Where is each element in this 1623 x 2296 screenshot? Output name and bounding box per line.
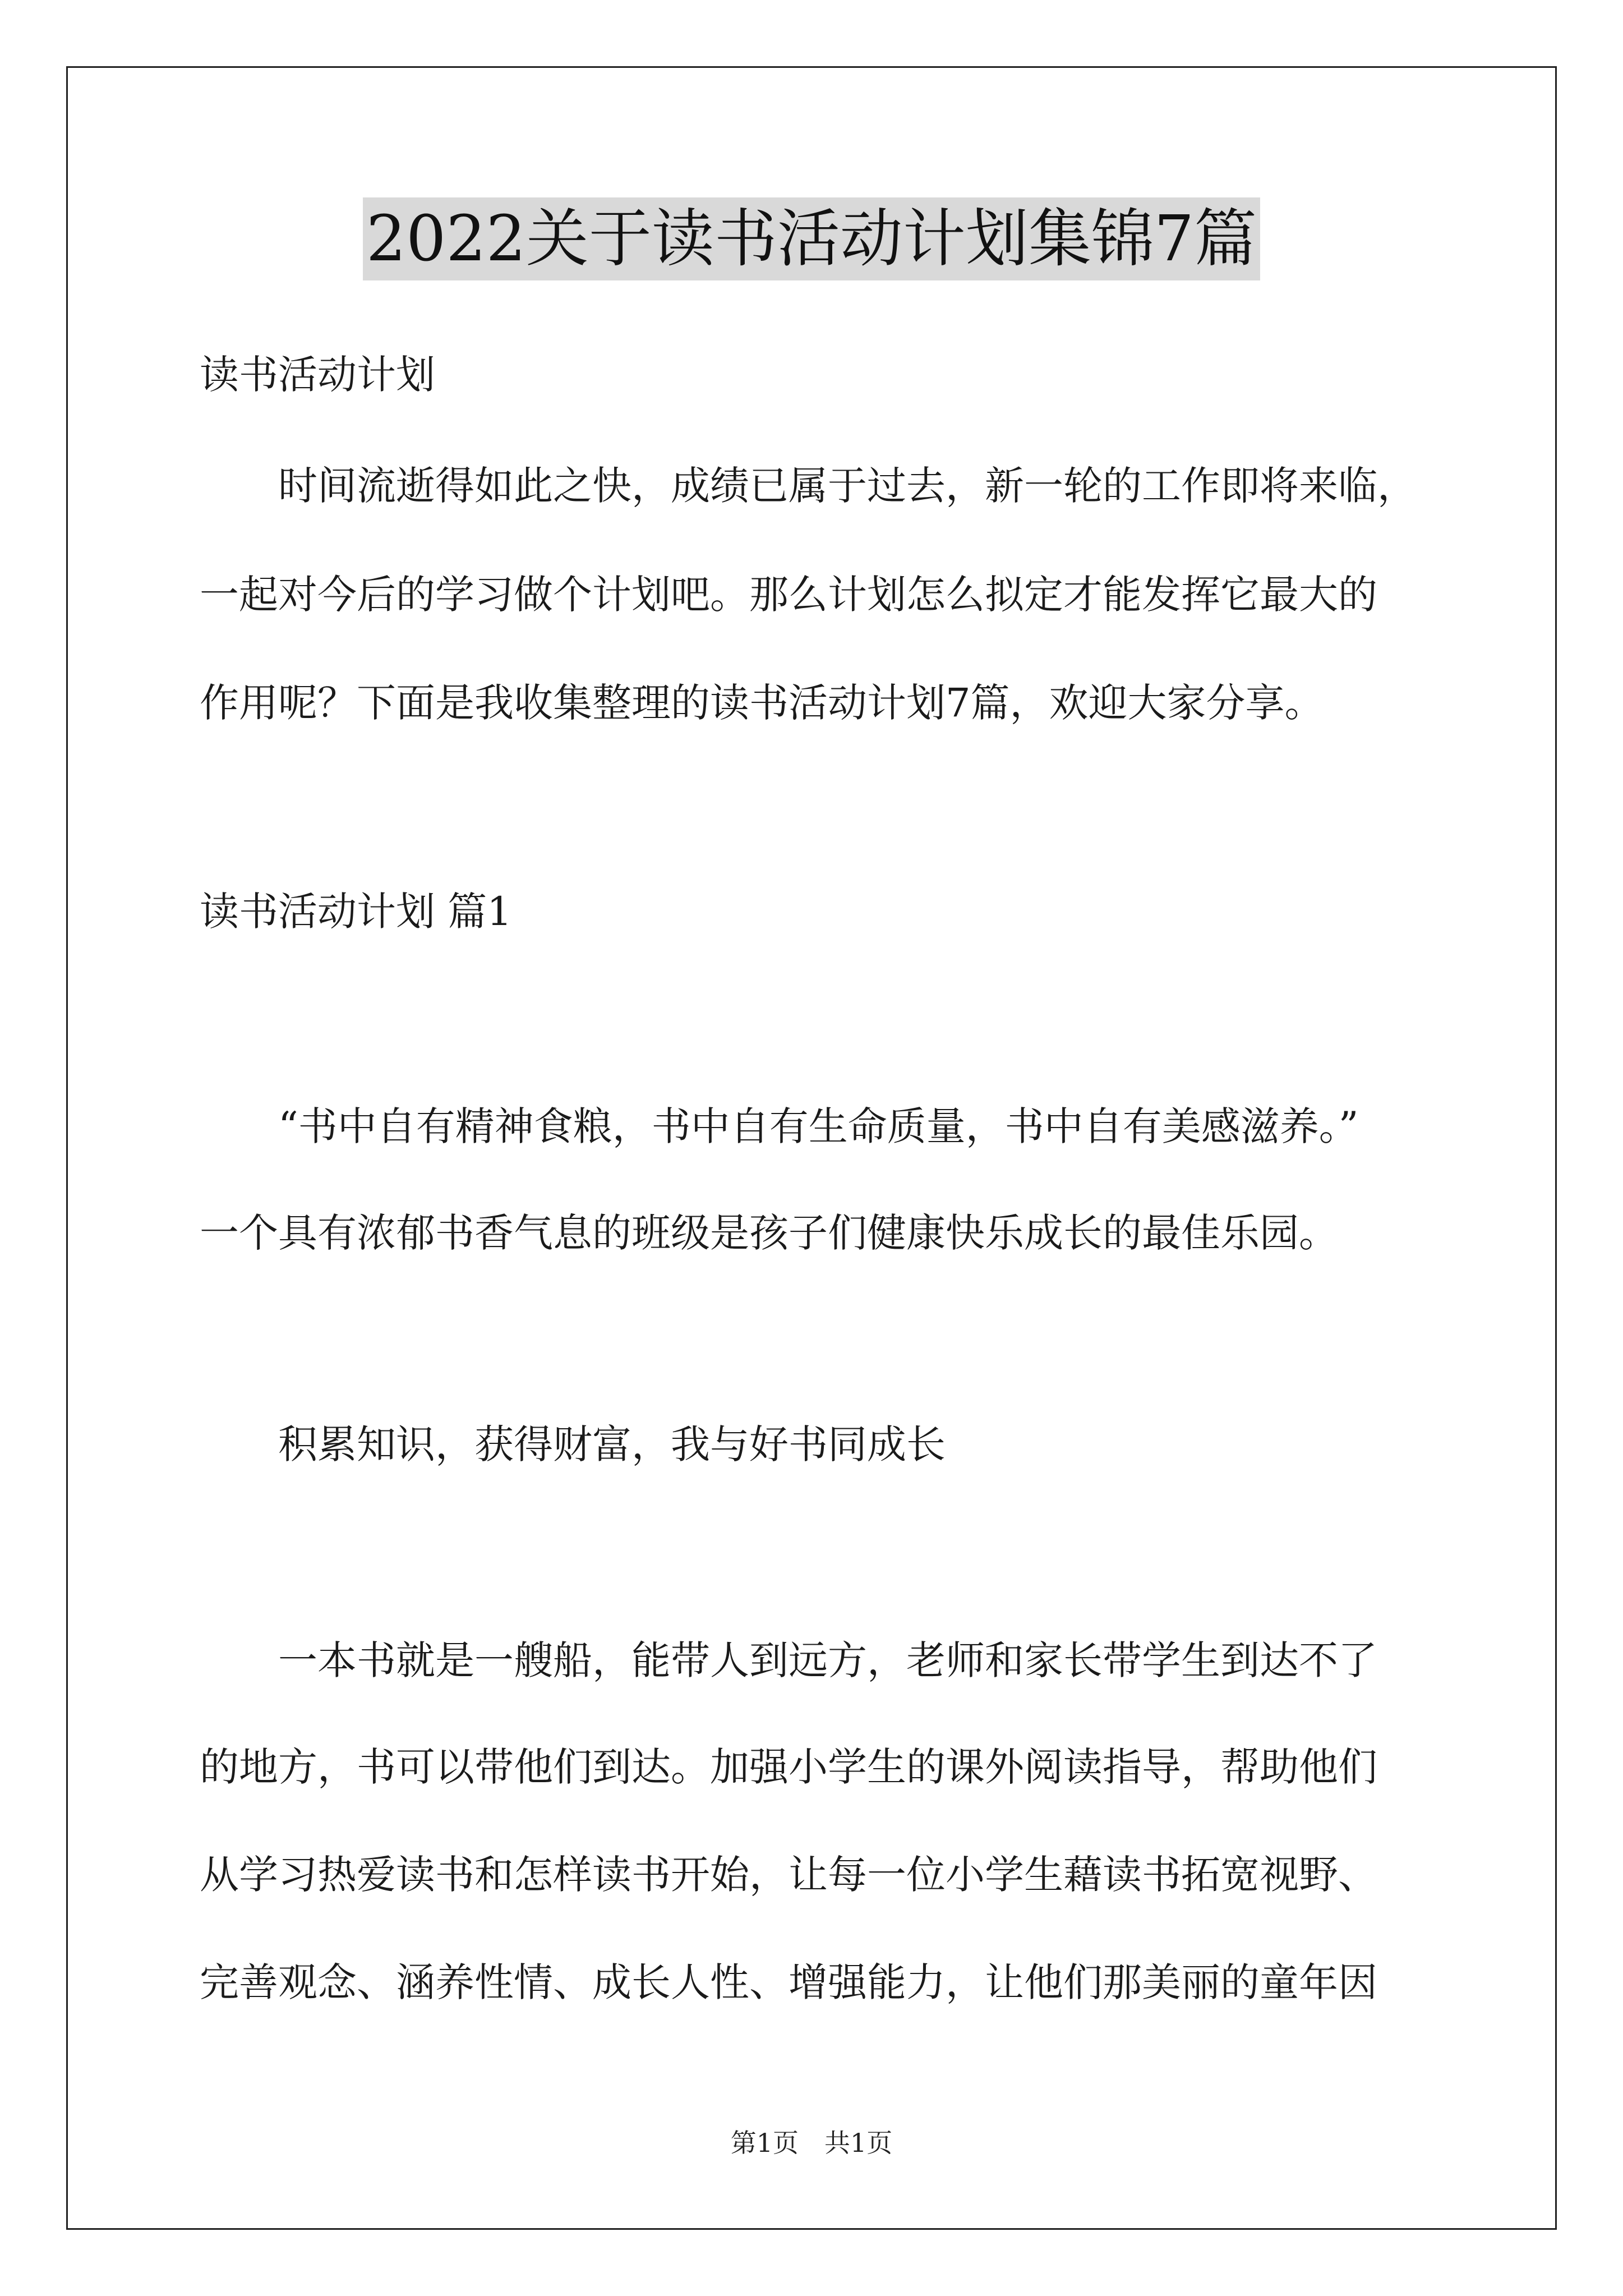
section-heading: 读书活动计划 <box>200 352 435 398</box>
section-heading: 读书活动计划 篇1 <box>200 889 512 935</box>
paragraph-line: 时间流逝得如此之快，成绩已属于过去，新一轮的工作即将来临， <box>278 463 1417 509</box>
page-total: 共1页 <box>824 2128 893 2158</box>
paragraph-line: “书中自有精神食粮，书中自有生命质量，书中自有美感滋养。” <box>278 1103 1359 1149</box>
paragraph-line: 一本书就是一艘船，能带人到远方，老师和家长带学生到达不了 <box>278 1637 1377 1683</box>
paragraph-line: 一个具有浓郁书香气息的班级是孩子们健康快乐成长的最佳乐园。 <box>200 1210 1338 1256</box>
paragraph-line: 的地方，书可以带他们到达。加强小学生的课外阅读指导，帮助他们 <box>200 1744 1377 1790</box>
paragraph-line: 一起对今后的学习做个计划吧。那么计划怎么拟定才能发挥它最大的 <box>200 572 1377 618</box>
paragraph-line: 作用呢？下面是我收集整理的读书活动计划7篇，欢迎大家分享。 <box>200 680 1324 726</box>
subheading-line: 积累知识，获得财富，我与好书同成长 <box>278 1421 946 1467</box>
title-container <box>0 197 1623 280</box>
page-number: 第1页 <box>730 2128 799 2158</box>
paragraph-line: 从学习热爱读书和怎样读书开始，让每一位小学生藉读书拓宽视野、 <box>200 1852 1377 1898</box>
page-footer <box>0 2126 1623 2160</box>
document-title: 2022关于读书活动计划集锦7篇 <box>363 197 1260 280</box>
paragraph-line: 完善观念、涵养性情、成长人性、增强能力，让他们那美丽的童年因 <box>200 1959 1377 2005</box>
